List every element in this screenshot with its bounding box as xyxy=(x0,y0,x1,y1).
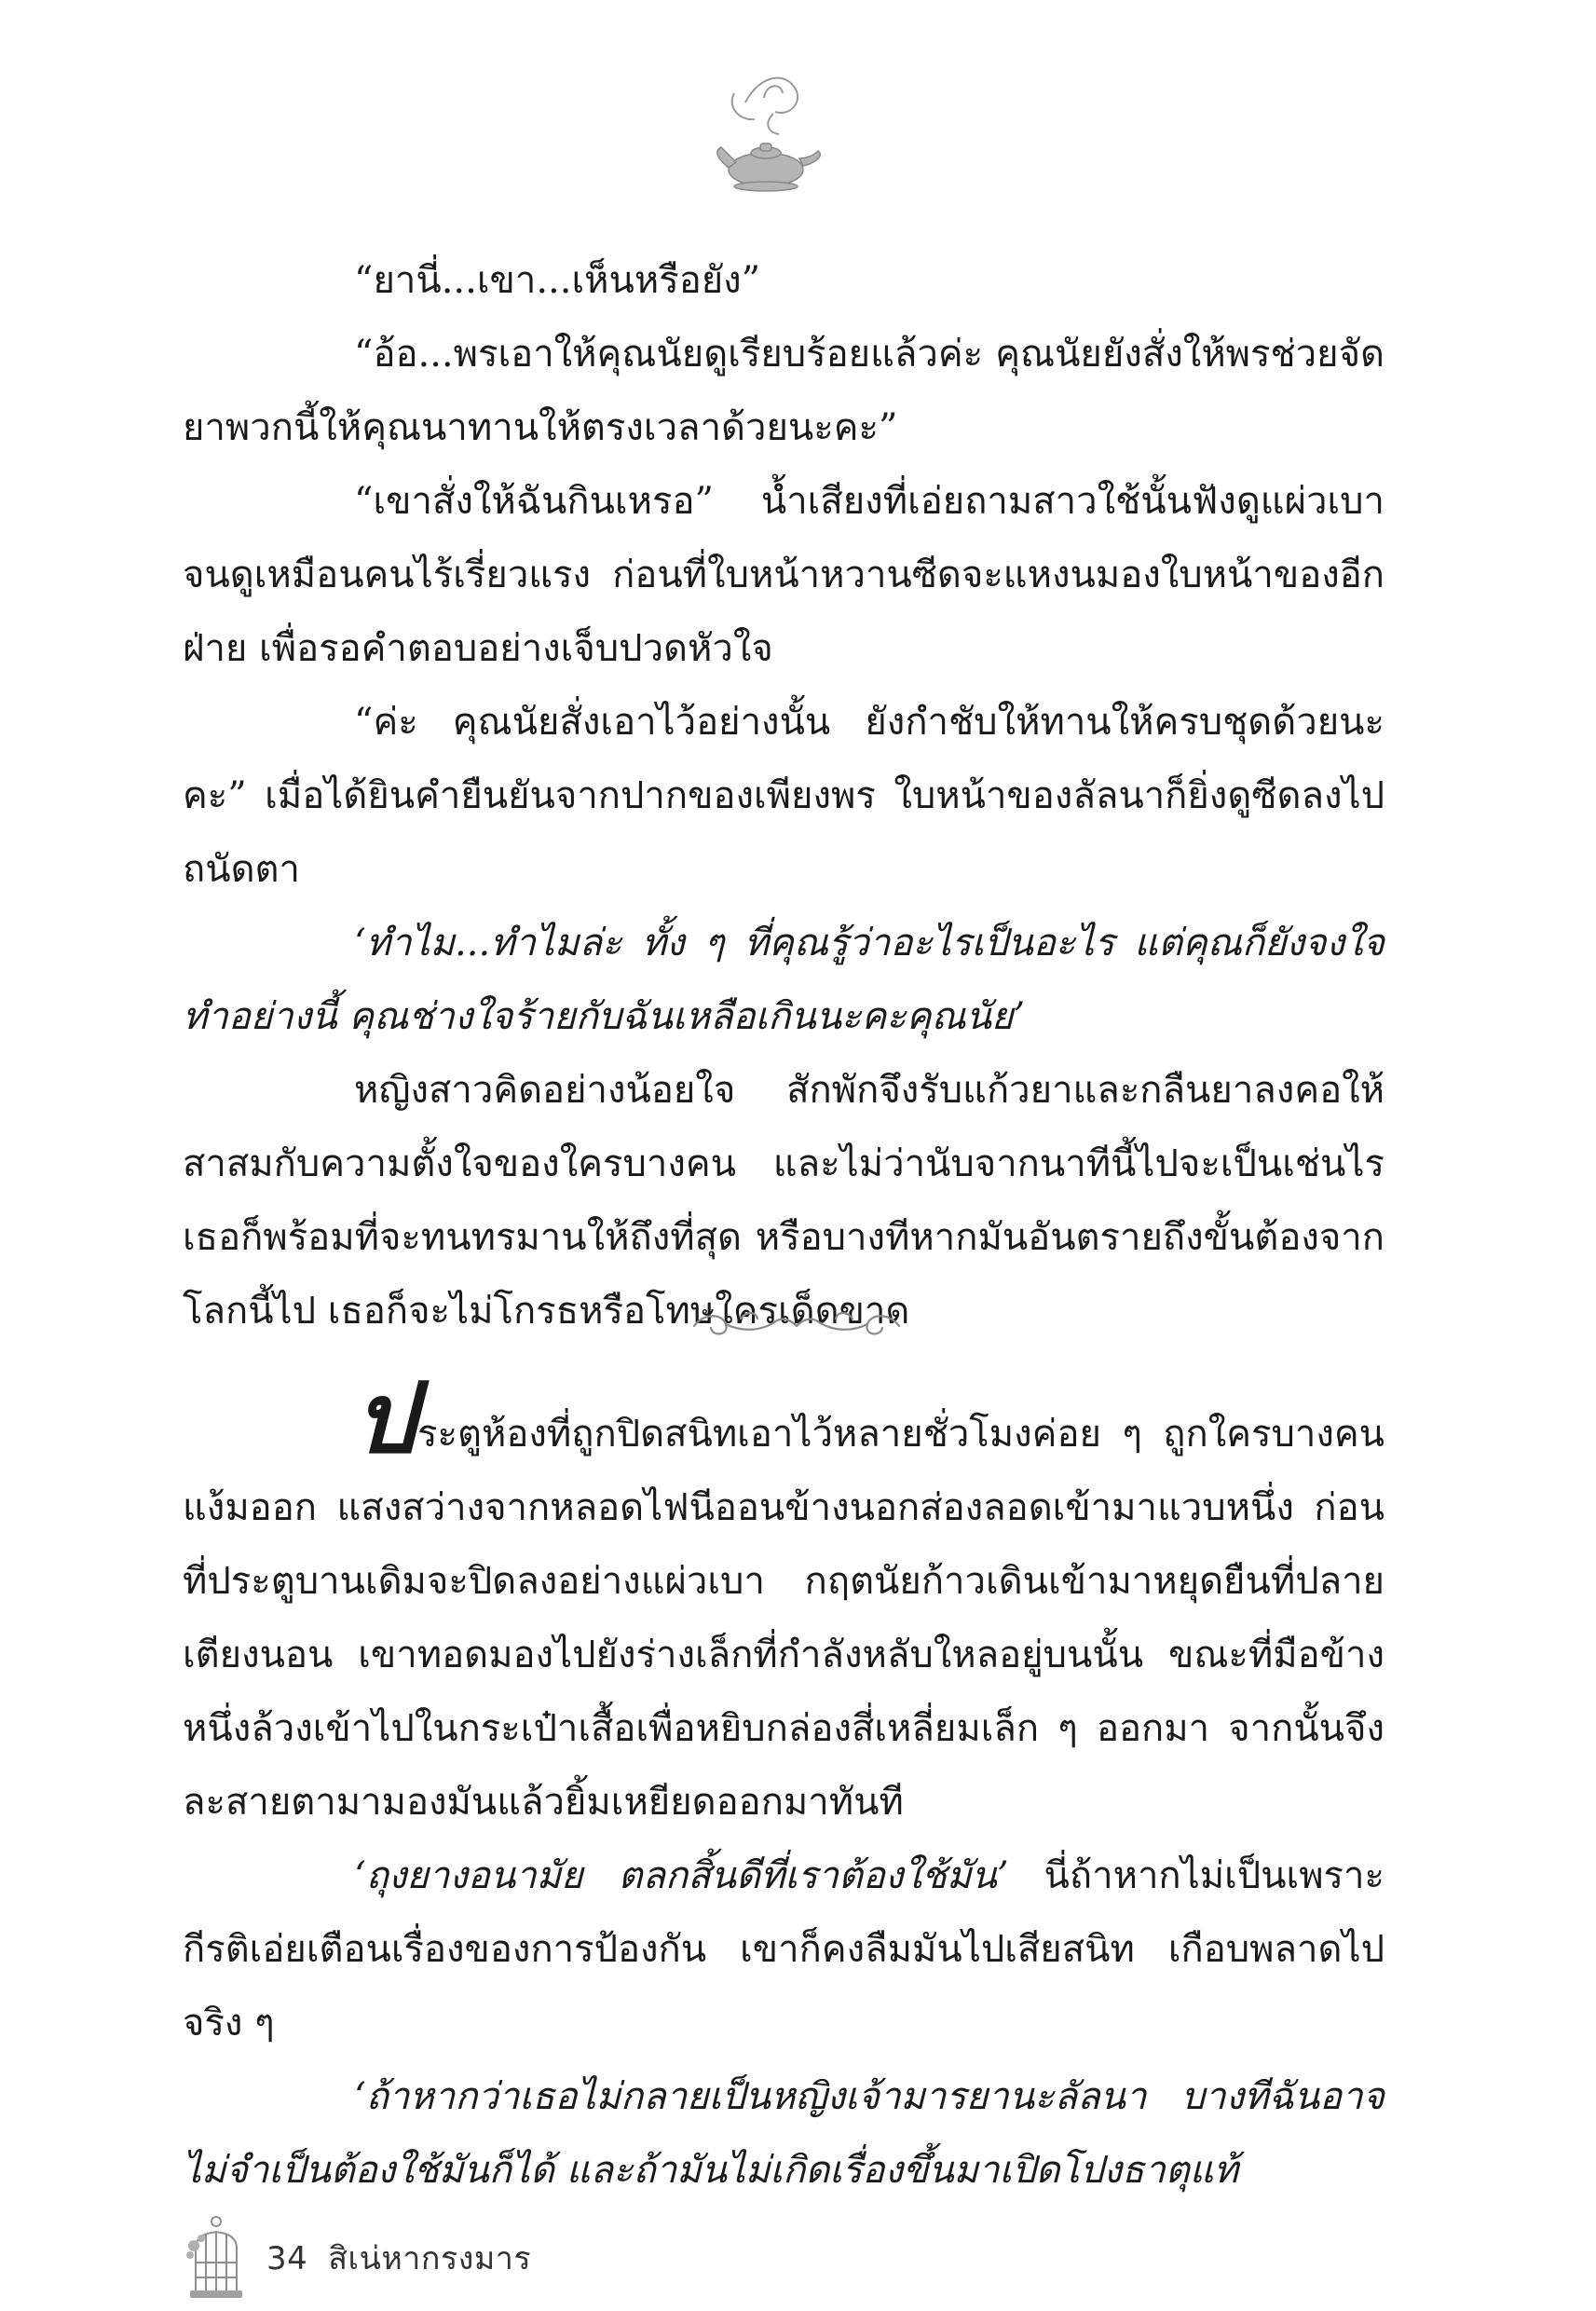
book-title: สิเน่หากรงมาร xyxy=(328,2240,532,2277)
page-number: 34 xyxy=(266,2240,308,2277)
italic-thought: ‘ถุงยางอนามัย ตลกสิ้นดีที่เราต้องใช้มัน’ xyxy=(354,1854,1009,1897)
drop-cap-letter: ป xyxy=(354,1361,416,1475)
scroll-flourish-icon xyxy=(685,1300,908,1347)
paragraph-text: ระตูห้องที่ถูกปิดสนิทเอาไว้หลายชั่วโมงค่อย ๆ ถูกใครบางคนแง้มออก แสงสว่างจากหลอดไฟนีออนข้างนอกส่องลอดเข้ามาแวบหนึ่ง ก่อนที่ประตูบานเดิมจะปิดลงอย่างแผ่วเบา กฤตนัยก้าวเดินเข้ามาหยุดยืนที่ปลายเตียงนอน เขาทอดมองไปยังร่างเล็กที่กำลังหลับใหลอยู่บนนั้น ขณะที่มือข้างหนึ่งล้วงเข้าไปในกระเป๋าเสื้อเพื่อหยิบกล่องสี่เหลี่ยมเล็ก ๆ ออกมา จากนั้นจึงละสายตามามองมันแล้วยิ้มเหยียดออกมาทันที xyxy=(183,1413,1385,1824)
teapot-fairy-ornament-icon xyxy=(708,65,829,196)
paragraph: “ยานี่...เขา...เห็นหรือยัง” xyxy=(354,259,761,302)
paragraph-italic-thought: ‘ถ้าหากว่าเธอไม่กลายเป็นหญิงเจ้ามารยานะลัลนา บางทีฉันอาจไม่จำเป็นต้องใช้มันก็ได้ และถ้ามันไม่เกิดเรื่องขึ้นมาเปิดโปงธาตุแท้ xyxy=(183,2075,1385,2192)
text-block-upper xyxy=(183,244,1385,1348)
footer-text xyxy=(266,2233,531,2304)
paragraph: “ค่ะ คุณนัยสั่งเอาไว้อย่างนั้น ยังกำชับให้ทานให้ครบชุดด้วยนะคะ” เมื่อได้ยินคำยืนยันจากปากของเพียงพร ใบหน้าของลัลนาก็ยิ่งดูซีดลงไปถนัดตา xyxy=(183,701,1385,891)
paragraph: “อ้อ...พรเอาให้คุณนัยดูเรียบร้อยแล้วค่ะ คุณนัยยังสั่งให้พรช่วยจัดยาพวกนี้ให้คุณนาทานให้ตรงเวลาด้วยนะคะ” xyxy=(183,333,1385,449)
paragraph-text: นี่ถ้าหากไม่เป็นเพราะกีรติเอ่ยเตือนเรื่องของการป้องกัน เขาก็คงลืมมันไปเสียสนิท เกือบพลาดไปจริง ๆ xyxy=(183,1854,1385,2044)
paragraph xyxy=(183,1839,1385,2060)
paragraph: “เขาสั่งให้ฉันกินเหรอ” น้ำเสียงที่เอ่ยถามสาวใช้นั้นฟังดูแผ่วเบาจนดูเหมือนคนไร้เรี่ยวแรง ก่อนที่ใบหน้าหวานซีดจะแหงนมองใบหน้าของอีกฝ่าย เพื่อรอคำตอบอย่างเจ็บปวดหัวใจ xyxy=(183,480,1385,670)
page-footer xyxy=(183,2210,531,2304)
paragraph-italic-thought: ‘ทำไม...ทำไมล่ะ ทั้ง ๆ ที่คุณรู้ว่าอะไรเป็นอะไร แต่คุณก็ยังจงใจทำอย่างนี้ คุณช่างใจร้ายกับฉันเหลือเกินนะคะคุณนัย’ xyxy=(183,922,1385,1038)
text-block-lower xyxy=(183,1361,1385,2208)
birdcage-icon xyxy=(183,2210,250,2304)
paragraph: หญิงสาวคิดอย่างน้อยใจ สักพักจึงรับแก้วยาและกลืนยาลงคอให้สาสมกับความตั้งใจของใครบางคน และไม่ว่านับจากนาทีนี้ไปจะเป็นเช่นไร เธอก็พร้อมที่จะทนทรมานให้ถึงที่สุด หรือบางทีหากมันอันตรายถึงขั้นต้องจากโลกนี้ไป เธอก็จะไม่โกรธหรือโทษใครเด็ดขาด xyxy=(183,1069,1385,1333)
paragraph-drop-cap xyxy=(183,1361,1385,1839)
